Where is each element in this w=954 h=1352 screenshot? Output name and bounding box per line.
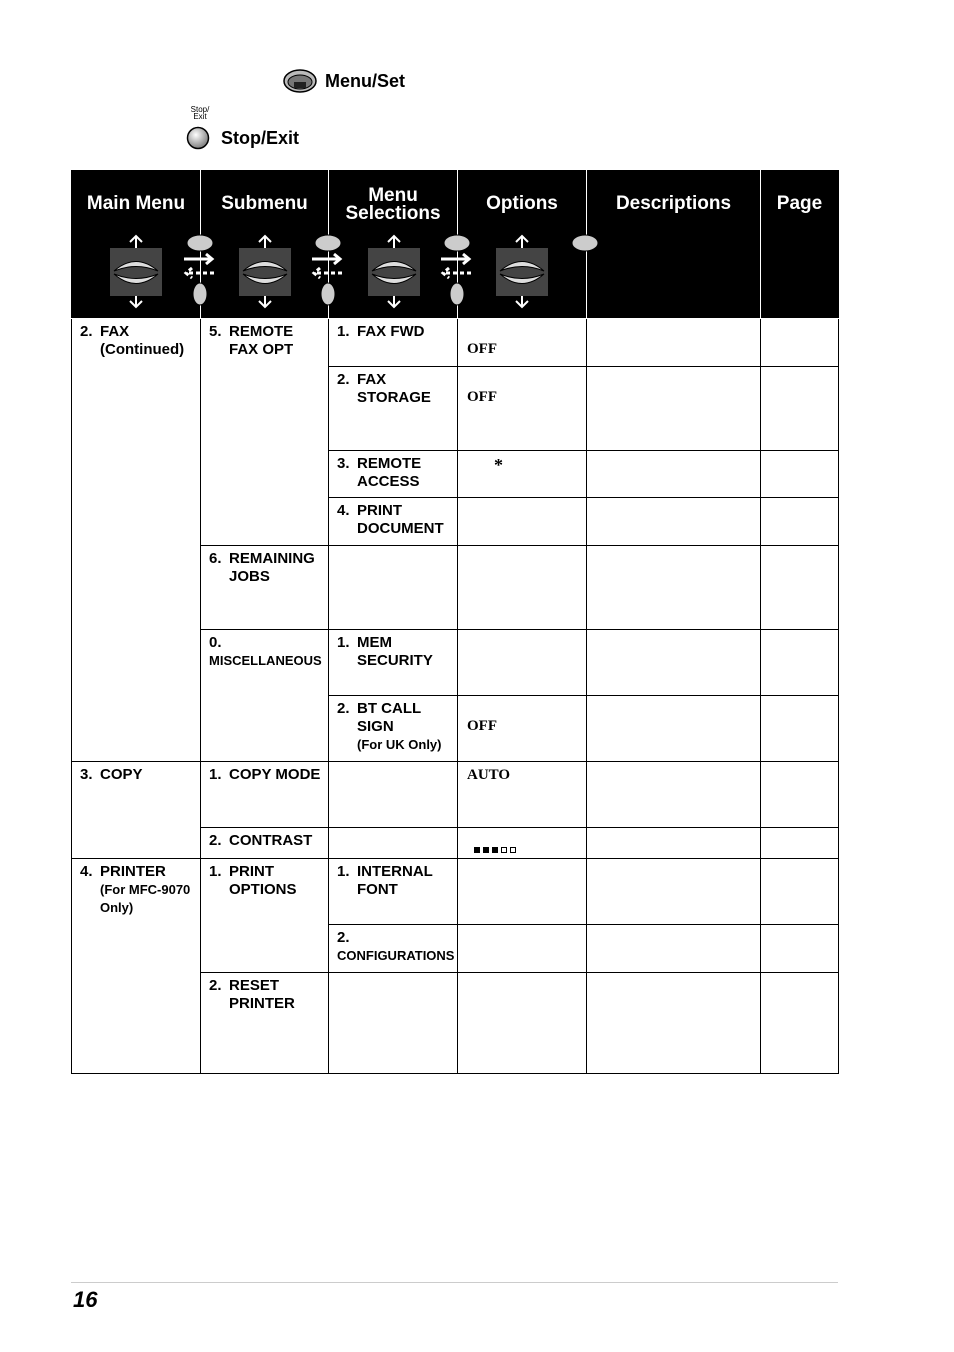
- main-menu-printer: 4. PRINTER (For MFC-9070 Only): [72, 859, 201, 1074]
- set-key-icon: [187, 235, 213, 251]
- contrast-square: [483, 847, 489, 853]
- selection-fax-fwd: 1. FAX FWD: [329, 319, 458, 367]
- scroll-key-icon: [368, 248, 420, 296]
- up-arrow-icon: [259, 236, 271, 248]
- stop-key-icon: [450, 283, 464, 305]
- stop-exit-label: Stop/Exit: [221, 128, 300, 148]
- desc-cell: [587, 451, 761, 498]
- desc-cell: [587, 828, 761, 859]
- back-arrow-icon: [314, 268, 342, 278]
- forward-arrow-icon: [441, 254, 469, 264]
- selection-print-document: 4. PRINT DOCUMENT: [329, 498, 458, 546]
- page-cell: [761, 696, 839, 762]
- stop-exit-small-label: Stop/ Exit: [190, 105, 210, 121]
- scroll-key-icon: [496, 248, 548, 296]
- page-cell: [761, 973, 839, 1074]
- selection-mem-security: 1. MEM SECURITY: [329, 630, 458, 696]
- up-arrow-icon: [130, 236, 142, 248]
- page-cell: [761, 762, 839, 828]
- desc-cell: [587, 696, 761, 762]
- desc-cell: [587, 546, 761, 630]
- main-menu-fax: 2. FAX (Continued): [72, 319, 201, 762]
- selection-cell: [329, 973, 458, 1074]
- desc-cell: [587, 973, 761, 1074]
- contrast-square: [510, 847, 516, 853]
- selection-bt-call-sign: 2. BT CALL SIGN (For UK Only): [329, 696, 458, 762]
- down-arrow-icon: [516, 296, 528, 307]
- option-cell: [458, 859, 587, 925]
- option-cell: [458, 630, 587, 696]
- set-key-icon: [572, 235, 598, 251]
- desc-cell: [587, 630, 761, 696]
- set-key-icon: [444, 235, 470, 251]
- page-cell: [761, 859, 839, 925]
- selection-fax-storage: 2. FAX STORAGE: [329, 367, 458, 451]
- selection-cell: [329, 762, 458, 828]
- set-key-icon: [315, 235, 341, 251]
- header-page: Page: [761, 171, 839, 319]
- desc-cell: [587, 762, 761, 828]
- submenu-copy-mode: 1. COPY MODE: [201, 762, 329, 828]
- option-remote-access: *: [458, 451, 587, 498]
- menu-set-label: Menu/Set: [325, 71, 406, 91]
- contrast-square: [501, 847, 507, 853]
- desc-cell: [587, 367, 761, 451]
- main-menu-copy: 3. COPY: [72, 762, 201, 859]
- page-number: 16: [73, 1287, 98, 1312]
- desc-cell: [587, 925, 761, 973]
- submenu-miscellaneous: 0.MISCELLANEOUS: [201, 630, 329, 762]
- scroll-key-icon: [110, 248, 162, 296]
- selection-remote-access: 3. REMOTE ACCESS: [329, 451, 458, 498]
- contrast-square: [474, 847, 480, 853]
- option-bt-call-sign: OFF: [458, 696, 587, 762]
- selection-internal-font: 1. INTERNAL FONT: [329, 859, 458, 925]
- contrast-level-indicator: [474, 847, 516, 853]
- header-menu-selections: Menu Selections: [329, 171, 458, 319]
- header-submenu: Submenu: [201, 171, 329, 319]
- forward-arrow-icon: [184, 254, 212, 264]
- nav-icons-svg: [0, 0, 954, 320]
- option-cell: [458, 973, 587, 1074]
- header-options: Options: [458, 171, 587, 319]
- page-cell: [761, 630, 839, 696]
- page-cell: [761, 367, 839, 451]
- option-cell: [458, 546, 587, 630]
- desc-cell: [587, 498, 761, 546]
- desc-cell: [587, 859, 761, 925]
- up-arrow-icon: [516, 236, 528, 248]
- option-fax-storage: OFF: [458, 367, 587, 451]
- back-arrow-icon: [443, 268, 471, 278]
- page-cell: [761, 498, 839, 546]
- option-cell: [458, 498, 587, 546]
- option-contrast: [458, 828, 587, 859]
- down-arrow-icon: [130, 296, 142, 307]
- header-main-menu: Main Menu: [72, 171, 201, 319]
- footer-divider: [71, 1282, 838, 1283]
- down-arrow-icon: [388, 296, 400, 307]
- down-arrow-icon: [259, 296, 271, 307]
- desc-cell: [587, 319, 761, 367]
- submenu-print-options: 1. PRINT OPTIONS: [201, 859, 329, 973]
- page-cell: [761, 925, 839, 973]
- selection-configurations: 2.CONFIGURATIONS: [329, 925, 458, 973]
- page-cell: [761, 828, 839, 859]
- selection-cell: [329, 828, 458, 859]
- header-descriptions: Descriptions: [587, 171, 761, 319]
- back-arrow-icon: [186, 268, 214, 278]
- option-fax-fwd: OFF: [458, 319, 587, 367]
- up-arrow-icon: [388, 236, 400, 248]
- submenu-reset-printer: 2. RESET PRINTER: [201, 973, 329, 1074]
- contrast-square: [492, 847, 498, 853]
- selection-cell: [329, 546, 458, 630]
- page-cell: [761, 319, 839, 367]
- option-copy-mode: AUTO: [458, 762, 587, 828]
- page-cell: [761, 451, 839, 498]
- submenu-remote-fax-opt: 5. REMOTE FAX OPT: [201, 319, 329, 546]
- stop-key-icon: [193, 283, 207, 305]
- scroll-key-icon: [239, 248, 291, 296]
- option-cell: [458, 925, 587, 973]
- submenu-remaining-jobs: 6. REMAINING JOBS: [201, 546, 329, 630]
- stop-key-icon: [321, 283, 335, 305]
- forward-arrow-icon: [312, 254, 340, 264]
- page-cell: [761, 546, 839, 630]
- submenu-contrast: 2. CONTRAST: [201, 828, 329, 859]
